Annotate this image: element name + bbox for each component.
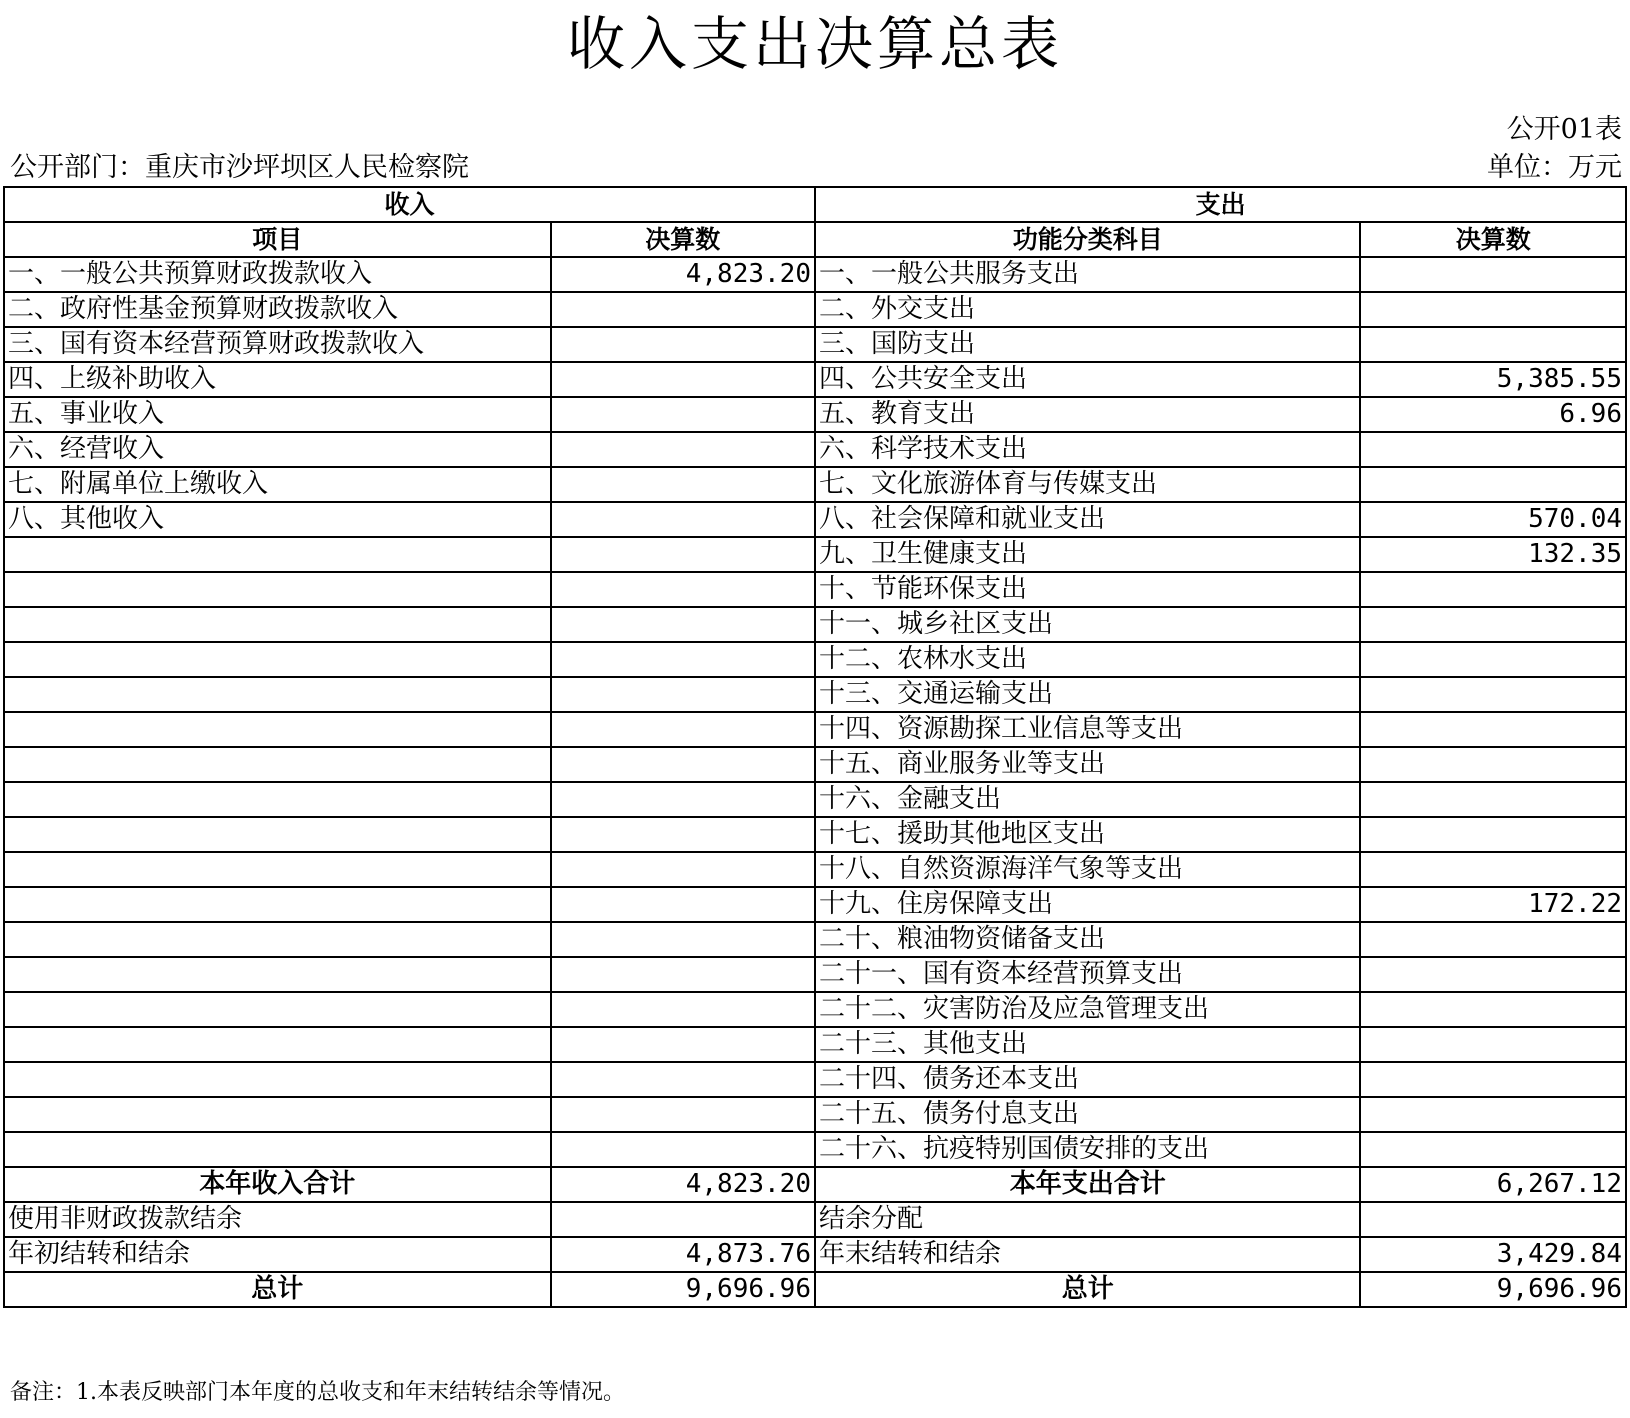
table-row bbox=[4, 257, 1626, 292]
summary-row bbox=[4, 1202, 1626, 1237]
income-item-label bbox=[4, 607, 551, 642]
unit-label: 单位：万元 bbox=[1487, 152, 1622, 183]
income-item-value bbox=[551, 1097, 815, 1132]
column-header-row bbox=[4, 222, 1626, 257]
income-item-label bbox=[4, 642, 551, 677]
income-section-header: 收入 bbox=[4, 187, 815, 222]
income-item-label bbox=[4, 1132, 551, 1167]
income-item-value bbox=[551, 1132, 815, 1167]
expense-item-label: 五、教育支出 bbox=[815, 397, 1360, 432]
expense-item-label: 七、文化旅游体育与传媒支出 bbox=[815, 467, 1360, 502]
income-item-value bbox=[551, 607, 815, 642]
surplus-distribution-value bbox=[1360, 1202, 1626, 1237]
income-item-label: 七、附属单位上缴收入 bbox=[4, 467, 551, 502]
table-row bbox=[4, 572, 1626, 607]
income-item-label: 二、政府性基金预算财政拨款收入 bbox=[4, 292, 551, 327]
expense-item-label: 十六、金融支出 bbox=[815, 782, 1360, 817]
expense-item-label: 二十二、灾害防治及应急管理支出 bbox=[815, 992, 1360, 1027]
table-row bbox=[4, 782, 1626, 817]
income-item-label: 六、经营收入 bbox=[4, 432, 551, 467]
table-row bbox=[4, 677, 1626, 712]
income-item-label: 三、国有资本经营预算财政拨款收入 bbox=[4, 327, 551, 362]
expense-total-value: 6,267.12 bbox=[1360, 1167, 1626, 1202]
table-row bbox=[4, 957, 1626, 992]
beginning-carryover-value: 4,873.76 bbox=[551, 1237, 815, 1272]
expense-item-value bbox=[1360, 957, 1626, 992]
expense-item-label: 四、公共安全支出 bbox=[815, 362, 1360, 397]
expense-item-label: 十四、资源勘探工业信息等支出 bbox=[815, 712, 1360, 747]
expense-item-value bbox=[1360, 327, 1626, 362]
income-item-label bbox=[4, 852, 551, 887]
income-item-value bbox=[551, 642, 815, 677]
expense-item-label: 十八、自然资源海洋气象等支出 bbox=[815, 852, 1360, 887]
income-item-value bbox=[551, 572, 815, 607]
expense-item-value bbox=[1360, 257, 1626, 292]
surplus-distribution-label: 结余分配 bbox=[815, 1202, 1360, 1237]
expense-item-value: 132.35 bbox=[1360, 537, 1626, 572]
income-item-value bbox=[551, 992, 815, 1027]
grand-total-income-value: 9,696.96 bbox=[551, 1272, 815, 1307]
income-item-label bbox=[4, 572, 551, 607]
income-total-value: 4,823.20 bbox=[551, 1167, 815, 1202]
beginning-carryover-label: 年初结转和结余 bbox=[4, 1237, 551, 1272]
expense-item-value bbox=[1360, 747, 1626, 782]
income-item-label: 四、上级补助收入 bbox=[4, 362, 551, 397]
expense-item-value bbox=[1360, 432, 1626, 467]
income-item-value bbox=[551, 432, 815, 467]
table-row bbox=[4, 817, 1626, 852]
expense-item-value: 6.96 bbox=[1360, 397, 1626, 432]
expense-item-label: 十三、交通运输支出 bbox=[815, 677, 1360, 712]
expense-item-label: 二十、粮油物资储备支出 bbox=[815, 922, 1360, 957]
table-row bbox=[4, 1027, 1626, 1062]
income-item-label bbox=[4, 677, 551, 712]
income-item-label bbox=[4, 712, 551, 747]
department-label: 公开部门：重庆市沙坪坝区人民检察院 bbox=[10, 152, 469, 183]
income-item-value bbox=[551, 397, 815, 432]
income-item-value bbox=[551, 747, 815, 782]
expense-item-value bbox=[1360, 852, 1626, 887]
table-row bbox=[4, 467, 1626, 502]
expense-item-value: 5,385.55 bbox=[1360, 362, 1626, 397]
income-item-value bbox=[551, 467, 815, 502]
table-row bbox=[4, 397, 1626, 432]
table-number: 公开01表 bbox=[1506, 114, 1622, 145]
table-row bbox=[4, 747, 1626, 782]
income-item-label bbox=[4, 817, 551, 852]
income-item-label bbox=[4, 887, 551, 922]
table-row bbox=[4, 537, 1626, 572]
ending-carryover-value: 3,429.84 bbox=[1360, 1237, 1626, 1272]
expense-item-label: 二十六、抗疫特别国债安排的支出 bbox=[815, 1132, 1360, 1167]
income-expense-table bbox=[3, 186, 1627, 1308]
table-row bbox=[4, 432, 1626, 467]
income-item-label bbox=[4, 992, 551, 1027]
expense-section-header: 支出 bbox=[815, 187, 1626, 222]
expense-item-value: 570.04 bbox=[1360, 502, 1626, 537]
expense-item-label: 一、一般公共服务支出 bbox=[815, 257, 1360, 292]
income-item-value bbox=[551, 957, 815, 992]
income-item-value bbox=[551, 887, 815, 922]
income-total-label: 本年收入合计 bbox=[4, 1167, 551, 1202]
expense-item-label: 十、节能环保支出 bbox=[815, 572, 1360, 607]
expense-item-value bbox=[1360, 992, 1626, 1027]
expense-item-label: 十七、援助其他地区支出 bbox=[815, 817, 1360, 852]
table-row bbox=[4, 327, 1626, 362]
income-item-label bbox=[4, 1027, 551, 1062]
ending-carryover-label: 年末结转和结余 bbox=[815, 1237, 1360, 1272]
table-row bbox=[4, 362, 1626, 397]
income-item-label bbox=[4, 782, 551, 817]
expense-item-value: 172.22 bbox=[1360, 887, 1626, 922]
expense-item-value bbox=[1360, 572, 1626, 607]
income-item-label: 五、事业收入 bbox=[4, 397, 551, 432]
expense-item-label: 十五、商业服务业等支出 bbox=[815, 747, 1360, 782]
expense-item-value bbox=[1360, 782, 1626, 817]
expense-item-label: 二十五、债务付息支出 bbox=[815, 1097, 1360, 1132]
expense-item-label: 二十三、其他支出 bbox=[815, 1027, 1360, 1062]
function-category-column-header: 功能分类科目 bbox=[815, 222, 1360, 257]
income-item-value bbox=[551, 537, 815, 572]
income-item-value: 4,823.20 bbox=[551, 257, 815, 292]
expense-item-value bbox=[1360, 292, 1626, 327]
expense-item-value bbox=[1360, 817, 1626, 852]
summary-row bbox=[4, 1167, 1626, 1202]
expense-item-value bbox=[1360, 1097, 1626, 1132]
expense-item-label: 三、国防支出 bbox=[815, 327, 1360, 362]
expense-item-value bbox=[1360, 1132, 1626, 1167]
income-item-value bbox=[551, 852, 815, 887]
table-row bbox=[4, 607, 1626, 642]
table-row bbox=[4, 1062, 1626, 1097]
expense-item-value bbox=[1360, 607, 1626, 642]
table-row bbox=[4, 1097, 1626, 1132]
table-row bbox=[4, 887, 1626, 922]
table-row bbox=[4, 712, 1626, 747]
table-row bbox=[4, 292, 1626, 327]
grand-total-expense-value: 9,696.96 bbox=[1360, 1272, 1626, 1307]
income-item-value bbox=[551, 502, 815, 537]
table-row bbox=[4, 992, 1626, 1027]
income-item-value bbox=[551, 922, 815, 957]
expense-item-label: 八、社会保障和就业支出 bbox=[815, 502, 1360, 537]
expense-item-label: 六、科学技术支出 bbox=[815, 432, 1360, 467]
expense-amount-column-header: 决算数 bbox=[1360, 222, 1626, 257]
expense-item-value bbox=[1360, 1027, 1626, 1062]
grand-total-expense-label: 总计 bbox=[815, 1272, 1360, 1307]
expense-item-value bbox=[1360, 467, 1626, 502]
expense-item-value bbox=[1360, 922, 1626, 957]
income-item-value bbox=[551, 712, 815, 747]
income-item-value bbox=[551, 292, 815, 327]
expense-item-label: 十二、农林水支出 bbox=[815, 642, 1360, 677]
page-title: 收入支出决算总表 bbox=[566, 10, 1063, 78]
income-item-label: 一、一般公共预算财政拨款收入 bbox=[4, 257, 551, 292]
expense-item-value bbox=[1360, 642, 1626, 677]
expense-item-value bbox=[1360, 1062, 1626, 1097]
expense-item-label: 十九、住房保障支出 bbox=[815, 887, 1360, 922]
summary-row bbox=[4, 1237, 1626, 1272]
table-row bbox=[4, 1132, 1626, 1167]
expense-item-label: 二十一、国有资本经营预算支出 bbox=[815, 957, 1360, 992]
income-item-value bbox=[551, 782, 815, 817]
grand-total-income-label: 总计 bbox=[4, 1272, 551, 1307]
income-item-label bbox=[4, 1097, 551, 1132]
expense-item-label: 二十四、债务还本支出 bbox=[815, 1062, 1360, 1097]
expense-item-value bbox=[1360, 677, 1626, 712]
table-row bbox=[4, 642, 1626, 677]
summary-row bbox=[4, 1272, 1626, 1307]
income-item-value bbox=[551, 1027, 815, 1062]
section-header-row bbox=[4, 187, 1626, 222]
table-row bbox=[4, 502, 1626, 537]
expense-item-value bbox=[1360, 712, 1626, 747]
item-column-header: 项目 bbox=[4, 222, 551, 257]
income-item-label bbox=[4, 922, 551, 957]
income-item-value bbox=[551, 362, 815, 397]
income-item-value bbox=[551, 817, 815, 852]
footnote: 备注：1.本表反映部门本年度的总收支和年末结转结余等情况。 bbox=[10, 1380, 625, 1405]
income-item-value bbox=[551, 677, 815, 712]
income-item-label: 八、其他收入 bbox=[4, 502, 551, 537]
income-item-label bbox=[4, 747, 551, 782]
income-amount-column-header: 决算数 bbox=[551, 222, 815, 257]
income-item-value bbox=[551, 1062, 815, 1097]
expense-item-label: 九、卫生健康支出 bbox=[815, 537, 1360, 572]
income-item-label bbox=[4, 537, 551, 572]
table-row bbox=[4, 852, 1626, 887]
use-non-fiscal-balance-label: 使用非财政拨款结余 bbox=[4, 1202, 551, 1237]
expense-item-label: 十一、城乡社区支出 bbox=[815, 607, 1360, 642]
income-item-value bbox=[551, 327, 815, 362]
expense-total-label: 本年支出合计 bbox=[815, 1167, 1360, 1202]
income-item-label bbox=[4, 1062, 551, 1097]
income-item-label bbox=[4, 957, 551, 992]
table-row bbox=[4, 922, 1626, 957]
expense-item-label: 二、外交支出 bbox=[815, 292, 1360, 327]
use-non-fiscal-balance-value bbox=[551, 1202, 815, 1237]
